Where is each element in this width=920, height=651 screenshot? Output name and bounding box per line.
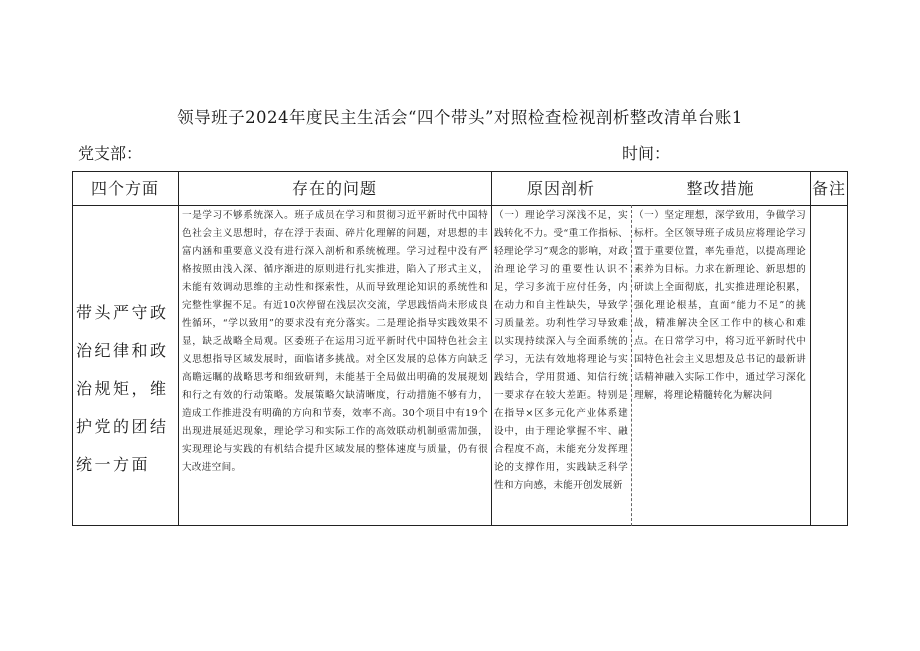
column-divider bbox=[810, 171, 811, 526]
header-causes: 原因剖析 bbox=[526, 179, 595, 198]
column-divider bbox=[491, 171, 492, 526]
header-measures: 整改措施 bbox=[686, 179, 755, 198]
problems-cell: 一是学习不够系统深入。班子成员在学习和贯彻习近平新时代中国特色社会主义思想时，存在浮于表面、碎片化理解的问题，对思想的丰富内涵和重要意义没有进行深入剖析和系统梳理。学习过程中没有严格按照由浅入深、循序渐进的原则进行扎实推进，陷入了形式主义，未能有效调动思维的主动性和探索性，从而导致理论知识的系统性和完整性掌握不足。有近10次停留在浅层次交流，学思践悟尚未形成良性循环，“学以致用”的要求没有充分落实。二是理论指导实践效果不显，缺乏战略全局观。区委班子在运用习近平新时代中国特色社会主义思想指导区域发展时，面临诸多挑战。对全区发展的总体方向缺乏高瞻远瞩的战略思考和细致研判，未能基于全局做出明确的发展规划和行之有效的行动策略。发展策略欠缺清晰度，行动措施不够有力，造成工作推进没有明确的方向和节奏，效率不高。30个项目中有19个出现进展延迟现象，理论学习和实际工作的高效联动机制亟需加强，实现理论与实践的有机结合提升区域发展的整体速度与质量，仍有很大改进空间。 bbox=[182, 210, 488, 473]
header-problems: 存在的问题 bbox=[291, 179, 377, 198]
header-remarks: 备注 bbox=[811, 179, 846, 198]
header-aspect: 四个方面 bbox=[90, 179, 159, 198]
column-divider-dashed bbox=[631, 205, 632, 526]
time-label: 时间： bbox=[622, 144, 671, 163]
header-divider bbox=[72, 205, 848, 206]
causes-cell: （一）理论学习深浅不足，实践转化不力。受“重工作指标、轻理论学习”观念的影响，对政治理论学习的重要性认识不足，学习多流于应付任务，内在动力和自主性缺失，导致学习质量差。功利性学习导致难以实现持续深入与全面系统的学习，无法有效地将理论与实践结合，学用贯通、知信行统一要求存在较大差距。特别是在指导×区多元化产业体系建设中，由于理论掌握不牢、融合程度不高，未能充分发挥理论的支撑作用，实践缺乏科学性和方向感，未能开创发展新 bbox=[494, 210, 628, 491]
party-branch-label: 党支部： bbox=[78, 144, 143, 163]
aspect-cell: 带头严守政治纪律和政治规矩，维护党的团结统一方面 bbox=[76, 303, 169, 474]
document-title: 领导班子2024年度民主生活会“四个带头”对照检查检视剖析整改清单台账1 bbox=[177, 108, 743, 127]
measures-cell: （一）坚定理想，深学致用，争做学习标杆。全区领导班子成员应将理论学习置于重要位置，率先垂范，以提高理论素养为目标。力求在新理论、新思想的研读上全面彻底，扎实推进理论积累，强化理论根基，直面“能力不足”的挑战，精准解决全区工作中的核心和难点。在日常学习中，将习近平新时代中国特色社会主义思想及总书记的最新讲话精神融入实际工作中，通过学习深化理解，将理论精髓转化为解决问 bbox=[634, 210, 806, 401]
